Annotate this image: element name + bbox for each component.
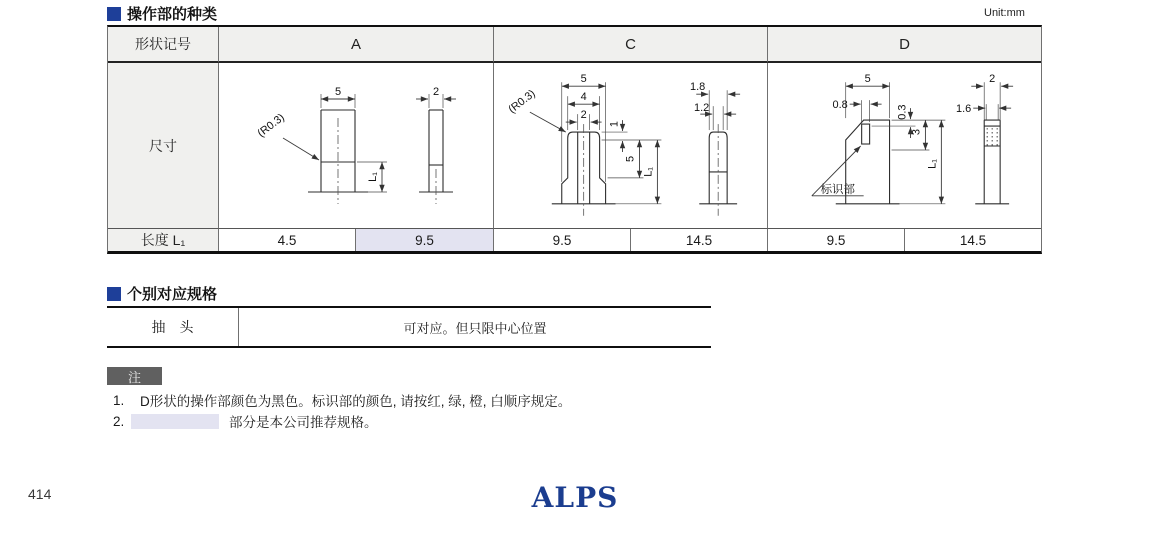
dim-c-d1: 1 xyxy=(608,120,621,127)
dim-a-front-width: 5 xyxy=(334,85,342,98)
dim-d-w5: 5 xyxy=(864,72,871,85)
dim-c-w5: 5 xyxy=(580,72,587,85)
section-title-individual-text: 个别对应规格 xyxy=(127,286,218,303)
blue-square-bullet-icon xyxy=(107,7,121,21)
dimension-drawing-shape-d xyxy=(768,66,1041,226)
length-value-d1: 9.5 xyxy=(767,229,904,251)
col-header-shape-c: C xyxy=(493,27,767,63)
dim-c-w4: 4 xyxy=(580,90,587,103)
note-item-1 xyxy=(113,390,571,410)
dim-d-d3: 3 xyxy=(910,128,923,135)
length-value-c1: 9.5 xyxy=(493,229,630,251)
drawing-cell-c xyxy=(493,63,767,229)
drawing-cell-a xyxy=(218,63,493,229)
dim-d-length-label: L₁ xyxy=(926,158,939,169)
unit-label: Unit:mm xyxy=(984,7,1025,19)
drawing-cell-d xyxy=(767,63,1041,229)
note-1-text: D形状的操作部颜色为黑色。标识部的颜色, 请按红, 绿, 橙, 白顺序规定。 xyxy=(140,394,572,409)
length-value-a1: 4.5 xyxy=(218,229,355,251)
note-2-text: 部分是本公司推荐规格。 xyxy=(229,415,378,430)
row-label-dimensions: 尺寸 xyxy=(108,63,218,229)
section-title-kinds-text: 操作部的种类 xyxy=(127,6,218,23)
note-1-number: 1. xyxy=(113,392,125,408)
dim-c-s12: 1.2 xyxy=(693,101,710,114)
marking-part-label: 标识部 xyxy=(820,183,855,196)
dim-c-radius-note: (R0.3) xyxy=(506,87,538,116)
operating-part-table xyxy=(107,25,1042,254)
section-title-kinds xyxy=(107,3,217,24)
note-badge: 注 xyxy=(107,367,162,385)
note-2-number: 2. xyxy=(113,413,125,429)
section-title-individual xyxy=(107,283,217,304)
col-header-shape-d: D xyxy=(767,27,1041,63)
dim-d-w08: 0.8 xyxy=(832,98,848,111)
dim-d-s16: 1.6 xyxy=(956,102,972,115)
col-header-shape-a: A xyxy=(218,27,493,63)
length-value-d2: 14.5 xyxy=(904,229,1041,251)
dim-c-length-label: L₁ xyxy=(642,166,655,177)
dim-c-d5: 5 xyxy=(624,155,637,162)
spec-row-label: 抽 头 xyxy=(151,319,194,335)
alps-logo: ALPS xyxy=(531,481,619,514)
dim-c-w2: 2 xyxy=(580,108,587,121)
individual-spec-table xyxy=(107,306,711,348)
dim-c-s18: 1.8 xyxy=(690,80,706,93)
dim-d-d03: 0.3 xyxy=(896,104,909,120)
note-item-2 xyxy=(113,411,378,431)
dim-a-length-label: L₁ xyxy=(367,171,379,182)
dim-a-radius-note: (R0.3) xyxy=(255,110,287,140)
spec-row-value: 可对应。但只限中心位置 xyxy=(238,308,711,346)
row-label-length: 长度 L₁ xyxy=(108,229,218,251)
dimension-drawing-shape-c xyxy=(494,66,767,226)
dim-d-s2: 2 xyxy=(989,72,996,85)
recommended-spec-color-swatch xyxy=(131,414,219,429)
dim-a-side-width: 2 xyxy=(432,85,440,98)
blue-square-bullet-icon xyxy=(107,287,121,301)
length-value-a2-recommended: 9.5 xyxy=(355,229,493,251)
col-header-shape: 形状记号 xyxy=(108,27,218,63)
page-number: 414 xyxy=(28,486,52,502)
length-value-c2: 14.5 xyxy=(630,229,767,251)
dimension-drawing-shape-a xyxy=(221,66,491,226)
